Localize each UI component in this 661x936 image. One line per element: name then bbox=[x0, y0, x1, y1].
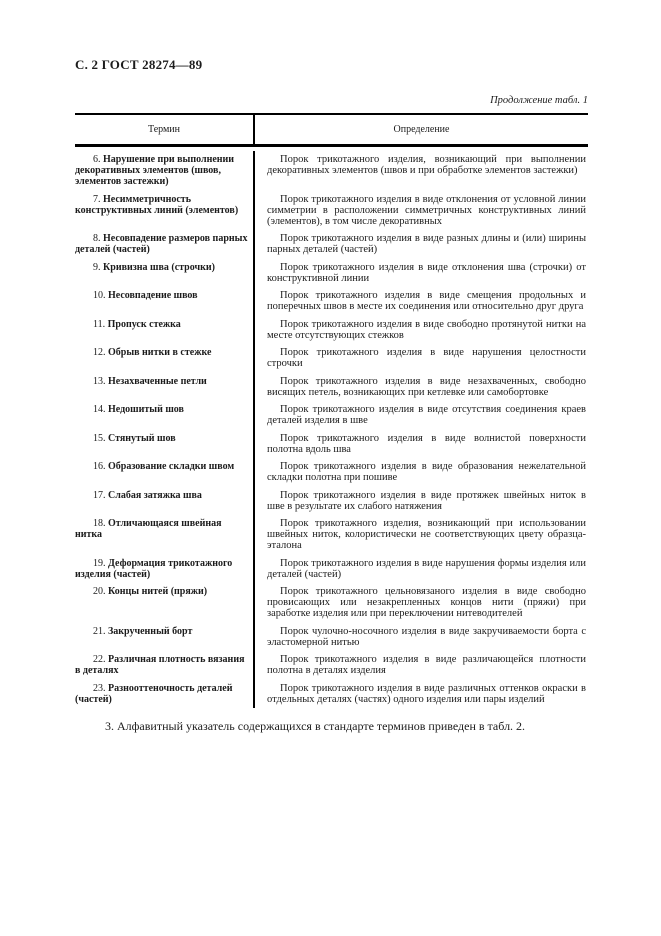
term-cell bbox=[75, 515, 255, 555]
definition-cell: Порок трикотажного изделия в виде разных длины и (или) ширины парных деталей (частей) bbox=[267, 233, 586, 255]
table-row bbox=[75, 287, 588, 316]
term-text: Образование складки швом bbox=[108, 461, 235, 472]
terms-table bbox=[75, 113, 588, 708]
table-row bbox=[75, 651, 588, 680]
definition-cell: Порок трикотажного изделия в виде нарушения формы изделия или деталей (частей) bbox=[267, 557, 586, 580]
note-paragraph: 3. Алфавитный указатель содержащихся в стандарте терминов приведен в табл. 2. bbox=[105, 719, 526, 733]
table-row bbox=[75, 515, 588, 555]
term-cell bbox=[75, 623, 255, 652]
term-cell bbox=[75, 230, 255, 259]
table-row bbox=[75, 373, 588, 402]
table-header-row bbox=[75, 115, 588, 147]
term-cell bbox=[75, 344, 255, 373]
term-text: Разнооттеночность деталей (частей) bbox=[75, 682, 233, 705]
term-number: 6. bbox=[93, 154, 101, 165]
term-number: 16. bbox=[93, 461, 106, 472]
term-cell bbox=[75, 458, 255, 487]
term-cell bbox=[75, 151, 255, 191]
term-number: 11. bbox=[93, 318, 106, 330]
definition-cell: Порок трикотажного цельновязаного изделия в виде свободно провисающих или незакрепленных концов нити (пряжи) при заработке изделия или при переключении нитеводителей bbox=[267, 586, 586, 619]
table-row bbox=[75, 487, 588, 516]
term-cell bbox=[75, 373, 255, 402]
definition-cell: Порок трикотажного изделия в виде отклонения шва (строчки) от конструктивной линии bbox=[267, 261, 586, 284]
term-cell bbox=[75, 583, 255, 623]
term-cell bbox=[75, 651, 255, 680]
table-row bbox=[75, 344, 588, 373]
term-number: 23. bbox=[93, 682, 106, 694]
term-text: Концы нитей (пряжи) bbox=[108, 586, 208, 597]
term-cell bbox=[75, 316, 255, 345]
term-number: 12. bbox=[93, 347, 106, 358]
term-text: Несовпадение швов bbox=[108, 290, 198, 301]
definition-cell: Порок трикотажного изделия в виде образования нежелательной складки полотна при пошиве bbox=[267, 461, 586, 483]
table-body bbox=[75, 147, 588, 708]
definition-cell: Порок трикотажного изделия в виде различающейся плотности полотна в деталях изделия bbox=[267, 654, 586, 676]
term-number: 8. bbox=[93, 233, 101, 244]
definition-cell: Порок трикотажного изделия в виде нарушения целостности строчки bbox=[267, 347, 586, 369]
page-header: С. 2 ГОСТ 28274—89 bbox=[75, 57, 203, 72]
term-number: 20. bbox=[93, 586, 106, 597]
column-header-term: Термин bbox=[75, 115, 255, 144]
term-number: 22. bbox=[93, 654, 106, 665]
term-cell bbox=[75, 555, 255, 584]
definition-cell: Порок трикотажного изделия в виде свободно протянутой нитки на месте отсутствующих стежков bbox=[267, 318, 586, 341]
term-cell bbox=[75, 259, 255, 288]
term-number: 10. bbox=[93, 290, 106, 301]
term-text: Деформация трикотажного изделия (частей) bbox=[75, 557, 233, 580]
term-cell bbox=[75, 680, 255, 709]
term-number: 15. bbox=[93, 432, 106, 444]
term-number: 18. bbox=[93, 518, 106, 529]
term-number: 13. bbox=[93, 375, 106, 387]
table-row bbox=[75, 458, 588, 487]
term-cell bbox=[75, 487, 255, 516]
table-row bbox=[75, 680, 588, 709]
term-text: Отличающаяся швейная нитка bbox=[75, 518, 222, 540]
term-text: Нарушение при выполнении декоративных элементов (швов, элементов застежки) bbox=[75, 154, 235, 187]
term-number: 14. bbox=[93, 404, 106, 415]
term-number: 7. bbox=[93, 193, 101, 205]
term-text: Пропуск стежка bbox=[107, 318, 181, 330]
table-row bbox=[75, 583, 588, 623]
term-text: Стянутый шов bbox=[108, 432, 176, 444]
term-number: 19. bbox=[93, 557, 106, 569]
definition-cell: Порок трикотажного изделия в виде отклонения от условной линии симметрии в расположении симметричных конструктивных линий (элементов), в том числе декоративных bbox=[267, 193, 586, 227]
definition-cell: Порок трикотажного изделия в виде смещения продольных и поперечных швов в месте их соединения или относительно друг друга bbox=[267, 290, 586, 312]
table-row bbox=[75, 230, 588, 259]
column-header-definition: Определение bbox=[393, 124, 450, 135]
term-number: 17. bbox=[93, 489, 106, 501]
definition-cell: Порок трикотажного изделия в виде протяжек швейных ниток в шве в результате их слабого натяжения bbox=[267, 489, 586, 512]
definition-cell: Порок трикотажного изделия, возникающий при выполнении декоративных элементов (швов и при обработке элементов застежки) bbox=[267, 154, 586, 176]
table-row bbox=[75, 259, 588, 288]
term-text: Слабая затяжка шва bbox=[108, 489, 202, 501]
table-row bbox=[75, 401, 588, 430]
term-text: Закрученный борт bbox=[108, 625, 193, 637]
definition-cell: Порок трикотажного изделия в виде различных оттенков окраски в отдельных деталях (частях) одного изделия или пары изделий bbox=[267, 682, 586, 705]
table-row bbox=[75, 191, 588, 231]
definition-cell: Порок трикотажного изделия в виде незахваченных, свободно висящих петель, возникающих при кетлевке или самобортовке bbox=[267, 375, 586, 398]
term-cell bbox=[75, 191, 255, 231]
term-text: Несимметричность конструктивных линий (элементов) bbox=[75, 193, 239, 216]
term-number: 21. bbox=[93, 625, 106, 637]
definition-cell: Порок трикотажного изделия, возникающий при использовании швейных ниток, колористически не соответствующих цвету образца-эталона bbox=[267, 518, 586, 551]
term-number: 9. bbox=[93, 261, 101, 273]
table-row bbox=[75, 151, 588, 191]
term-text: Обрыв нитки в стежке bbox=[108, 347, 212, 358]
term-text: Несовпадение размеров парных деталей (частей) bbox=[75, 233, 248, 255]
term-text: Различная плотность вязания в деталях bbox=[75, 654, 245, 676]
term-cell bbox=[75, 287, 255, 316]
table-row bbox=[75, 623, 588, 652]
definition-cell: Порок трикотажного изделия в виде волнистой поверхности полотна вдоль шва bbox=[267, 432, 586, 455]
table-row bbox=[75, 555, 588, 584]
page-content bbox=[75, 58, 588, 733]
table-caption: Продолжение табл. 1 bbox=[490, 95, 588, 106]
definition-cell: Порок чулочно-носочного изделия в виде закручиваемости борта с эластомерной нитью bbox=[267, 625, 586, 648]
term-text: Кривизна шва (строчки) bbox=[103, 261, 215, 273]
term-text: Незахваченные петли bbox=[108, 375, 207, 387]
term-cell bbox=[75, 430, 255, 459]
table-row bbox=[75, 430, 588, 459]
term-text: Недошитый шов bbox=[108, 404, 184, 415]
term-cell bbox=[75, 401, 255, 430]
definition-cell: Порок трикотажного изделия в виде отсутствия соединения краев деталей изделия в шве bbox=[267, 404, 586, 426]
table-row bbox=[75, 316, 588, 345]
